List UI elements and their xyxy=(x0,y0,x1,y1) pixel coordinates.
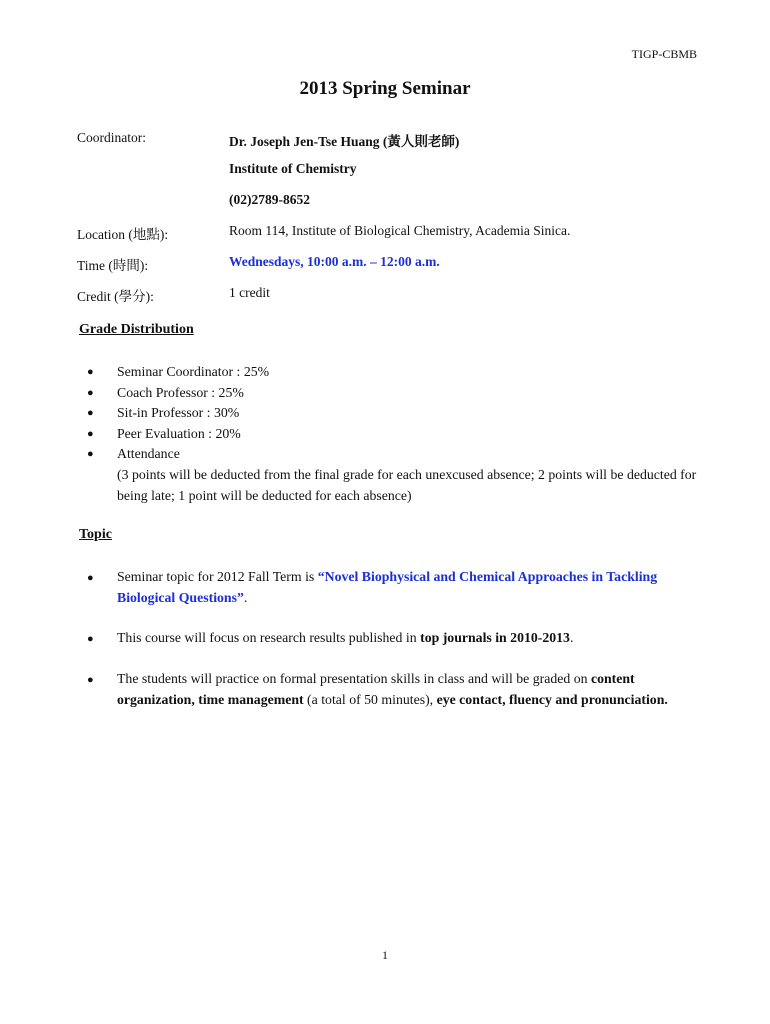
bullet-icon: ● xyxy=(87,407,94,419)
seminar-topic-title: “Novel Biophysical and Chemical Approaches in Tackling Biological Questions” xyxy=(117,569,658,605)
header-tag: TIGP-CBMB xyxy=(631,47,697,61)
topic-heading: Topic xyxy=(79,527,112,542)
coordinator-name: Dr. Joseph Jen-Tse Huang (黃人則老師) xyxy=(229,134,460,149)
time-label: Time (時間): xyxy=(77,258,149,273)
bullet-icon: ● xyxy=(87,428,94,440)
coordinator-label: Coordinator: xyxy=(77,130,146,145)
bullet-icon: ● xyxy=(87,633,94,645)
list-item xyxy=(117,669,697,711)
institute-name: Institute of Chemistry xyxy=(229,161,357,176)
page-number: 1 xyxy=(382,948,388,962)
list-item xyxy=(117,567,697,609)
phone-number: (02)2789-8652 xyxy=(229,192,310,207)
bullet-icon: ● xyxy=(87,674,94,686)
topic-intro: Seminar topic for 2012 Fall Term is xyxy=(117,569,318,584)
topic-period: . xyxy=(243,589,248,605)
top-journals-text: top journals in 2010-2013 xyxy=(420,630,570,645)
list-item xyxy=(117,628,697,649)
location-value: Room 114, Institute of Biological Chemistry, Academia Sinica. xyxy=(229,223,571,238)
list-item: Peer Evaluation : 20% xyxy=(117,426,241,441)
grading-criteria-1: content organization, time management xyxy=(117,671,635,707)
practice-duration: (a total of 50 minutes), xyxy=(303,691,437,707)
list-item: Coach Professor : 25% xyxy=(117,385,244,400)
credit-label: Credit (學分): xyxy=(77,289,154,304)
page-title: 2013 Spring Seminar xyxy=(299,78,471,99)
bullet-icon: ● xyxy=(87,366,94,378)
attendance-note: (3 points will be deducted from the final grade for each unexcused absence; 2 points will be deducted for being late; 1 point will be deducted for each absence) xyxy=(117,466,697,503)
credit-value: 1 credit xyxy=(229,285,270,300)
grade-distribution-heading: Grade Distribution xyxy=(79,322,194,337)
time-value: Wednesdays, 10:00 a.m. – 12:00 a.m. xyxy=(229,254,440,269)
bullet-icon: ● xyxy=(87,387,94,399)
grading-criteria-2: eye contact, fluency and pronunciation. xyxy=(436,691,668,707)
bullet-icon: ● xyxy=(87,448,94,460)
focus-period: . xyxy=(569,630,574,645)
focus-intro: This course will focus on research results published in xyxy=(117,630,421,645)
list-item: Sit-in Professor : 30% xyxy=(117,405,240,420)
bullet-icon: ● xyxy=(87,572,94,584)
practice-intro: The students will practice on formal presentation skills in class and will be graded on xyxy=(117,671,591,686)
attendance-label: Attendance xyxy=(117,446,180,461)
list-item: Seminar Coordinator : 25% xyxy=(117,364,270,379)
location-label: Location (地點): xyxy=(77,227,169,242)
list-item xyxy=(117,444,697,506)
